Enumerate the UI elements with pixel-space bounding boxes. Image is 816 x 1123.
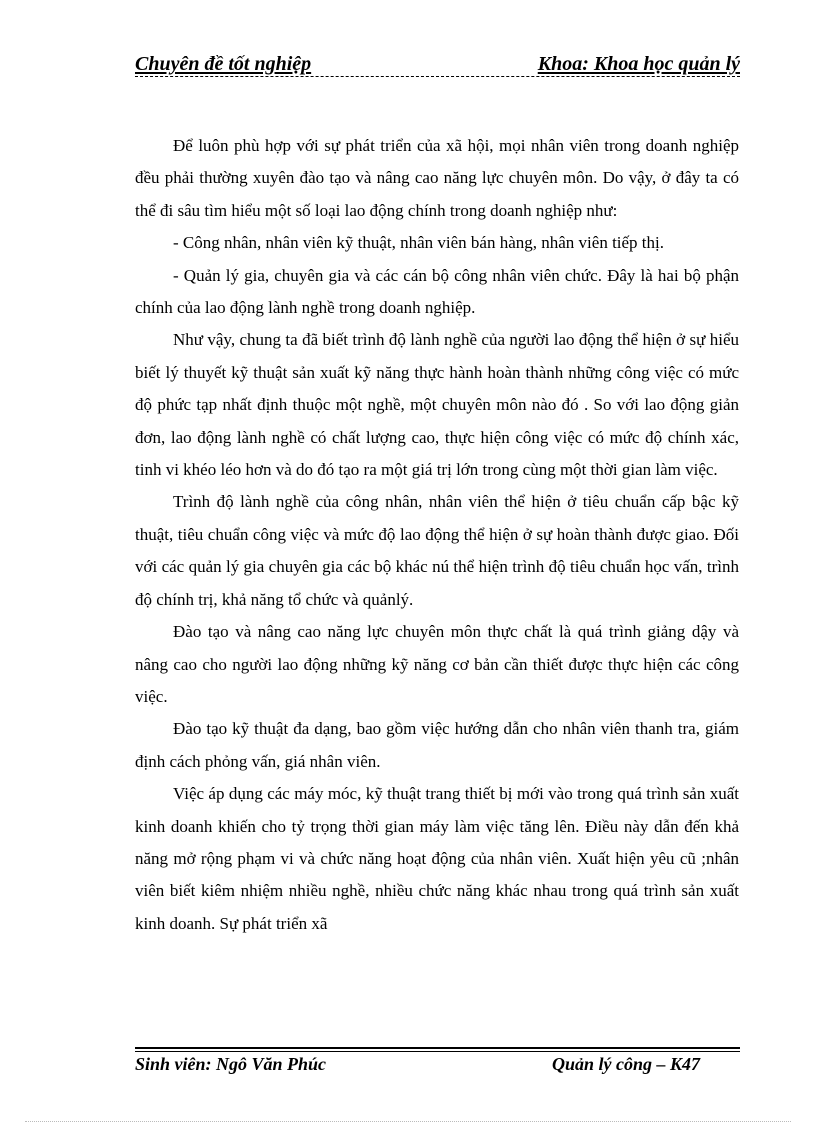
header-left-title: Chuyên đề tốt nghiệp <box>135 53 312 75</box>
footer-student: Sinh viên: Ngô Văn Phúc <box>135 1054 327 1074</box>
paragraph: Đào tạo và nâng cao năng lực chuyên môn thực chất là quá trình giảng dậy và nâng cao cho người lao động những kỹ năng cơ bản cần thiết được thực hiện các công việc. <box>135 622 739 706</box>
paragraph: Việc áp dụng các máy móc, kỹ thuật trang thiết bị mới vào trong quá trình sản xuất kinh doanh khiến cho tỷ trọng thời gian máy làm việc tăng lên. Điều này dẫn đến khả năng mở rộng phạm vi và chức năng hoạt động của nhân viên. Xuất hiện yêu cũ ;nhân viên biết kiêm nhiệm nhiều nghề, nhiều chức năng khác nhau trong quá trình sản xuất kinh doanh. Sự phát triển xã <box>135 784 739 933</box>
footer-class: Quản lý công – K47 <box>551 1054 700 1074</box>
document-body <box>135 130 739 940</box>
footer-divider-thick <box>135 1047 740 1049</box>
paragraph: - Công nhân, nhân viên kỹ thuật, nhân viên bán hàng, nhân viên tiếp thị. <box>173 233 665 253</box>
paragraph: Đào tạo kỹ thuật đa dạng, bao gồm việc hướng dẫn cho nhân viên thanh tra, giám định cách phỏng vấn, giá nhân viên. <box>135 719 739 771</box>
header-right-title: Khoa: Khoa học quản lý <box>537 53 740 75</box>
page-header <box>135 48 740 76</box>
paragraph: Để luôn phù hợp với sự phát triển của xã hội, mọi nhân viên trong doanh nghiệp đều phải thường xuyên đào tạo và nâng cao năng lực chuyên môn. Do vậy, ở đây ta có thể đi sâu tìm hiểu một số loại lao động chính trong doanh nghiệp như: <box>135 136 739 220</box>
footer-divider-thin <box>135 1051 740 1052</box>
page-edge-divider <box>25 1121 791 1122</box>
paragraph: Như vậy, chung ta đã biết trình độ lành nghề của người lao động thể hiện ở sự hiểu biết lý thuyết kỹ thuật sản xuất kỹ năng thực hành hoàn thành những công việc có mức độ phức tạp nhất định thuộc một nghề, một chuyên môn nào đó . So với lao động giản đơn, lao động lành nghề có chất lượng cao, thực hiện công việc có mức độ chính xác, tinh vi khéo léo hơn và do đó tạo ra một giá trị lớn trong cùng một thời gian làm việc. <box>135 330 739 480</box>
header-divider <box>135 76 740 77</box>
paragraph: - Quản lý gia, chuyên gia và các cán bộ công nhân viên chức. Đây là hai bộ phận chính của lao động lành nghề trong doanh nghiệp. <box>135 265 739 318</box>
paragraph: Trình độ lành nghề của công nhân, nhân viên thể hiện ở tiêu chuẩn cấp bậc kỹ thuật, tiêu chuẩn công việc và mức độ lao động thể hiện ở sự hoàn thành được giao. Đối với các quản lý gia chuyên gia các bộ khác nú thể hiện trình độ tiêu chuẩn học vấn, trình độ chính trị, khả năng tổ chức và quảnlý. <box>135 492 739 609</box>
page-footer <box>135 1054 700 1075</box>
